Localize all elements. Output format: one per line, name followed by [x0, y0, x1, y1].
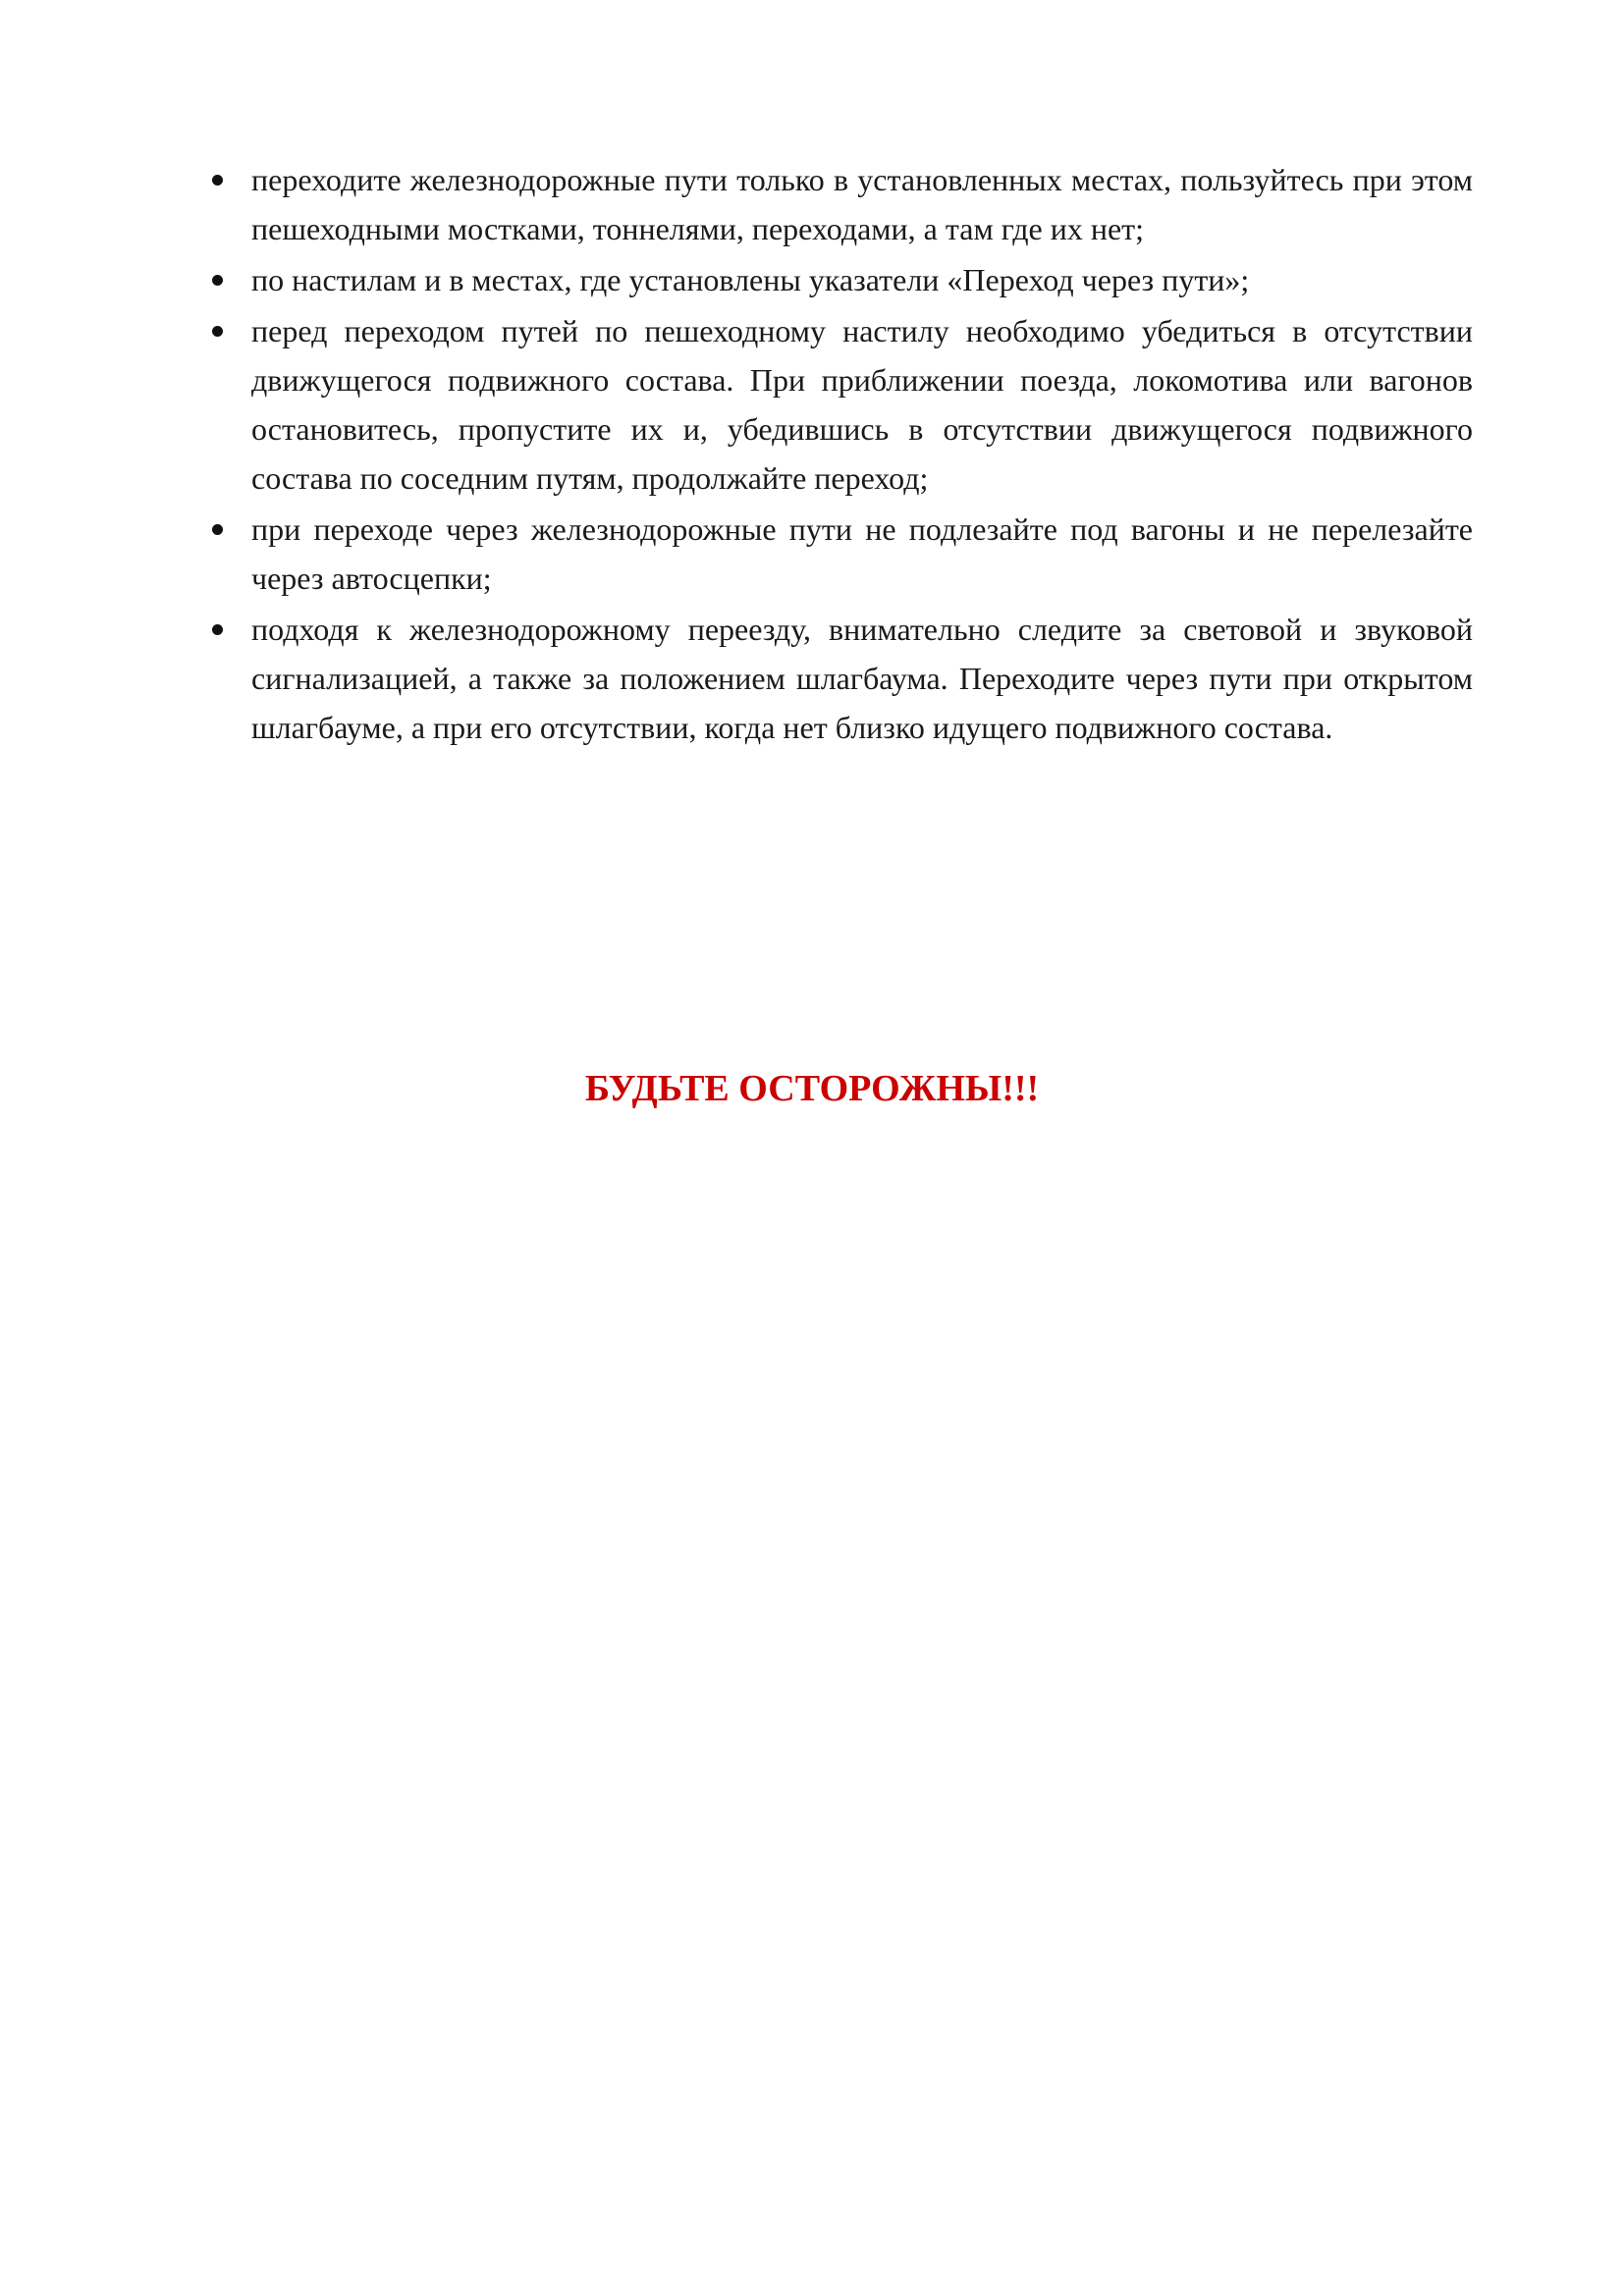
- bullet-dot-icon: [212, 326, 223, 337]
- list-item: [206, 505, 1473, 603]
- list-item-text: переходите железнодорожные пути только в установленных местах, пользуйтесь при этом пешеходными мостками, тоннелями, переходами, а там где их нет;: [251, 162, 1473, 246]
- bullet-dot-icon: [212, 175, 223, 186]
- list-item: [206, 255, 1473, 304]
- safety-rules-list: [206, 155, 1473, 754]
- list-item: [206, 306, 1473, 503]
- warning-heading: БУДЬТЕ ОСТОРОЖНЫ!!!: [584, 1068, 1040, 1109]
- bullet-dot-icon: [212, 624, 223, 635]
- bullet-dot-icon: [212, 275, 223, 286]
- list-item: [206, 155, 1473, 253]
- bullet-dot-icon: [212, 524, 223, 535]
- list-item-text: по настилам и в местах, где установлены указатели «Переход через пути»;: [251, 262, 1250, 297]
- list-item-text: перед переходом путей по пешеходному настилу необходимо убедиться в отсутствии движущегося подвижного состава. При приближении поезда, локомотива или вагонов остановитесь, пропустите их и, убедившись в отсутствии движущегося подвижного состава по соседним путям, продолжайте переход;: [251, 313, 1473, 496]
- list-item-text: подходя к железнодорожному переезду, внимательно следите за световой и звуковой сигнализацией, а также за положением шлагбаума. Переходите через пути при открытом шлагбауме, а при его отсутствии, когда нет близко идущего подвижного состава.: [251, 612, 1473, 745]
- list-item-text: при переходе через железнодорожные пути не подлезайте под вагоны и не перелезайте через автосцепки;: [251, 511, 1473, 596]
- list-item: [206, 605, 1473, 752]
